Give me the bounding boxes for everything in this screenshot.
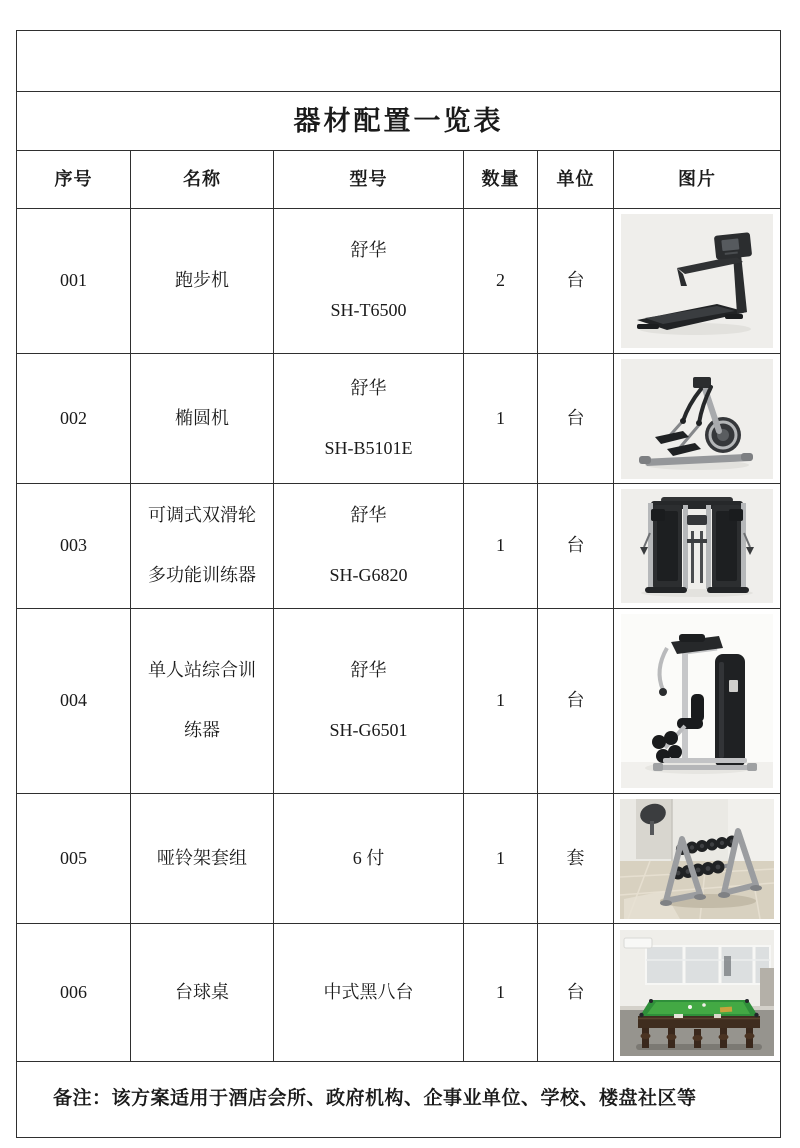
blank-top-row	[17, 31, 781, 92]
table-row	[17, 794, 781, 924]
cell-model	[274, 794, 464, 924]
cell-image	[614, 484, 781, 609]
cell-unit: 台	[538, 354, 614, 484]
column-header-serial: 序号	[17, 151, 131, 209]
model-line: 6 付	[352, 847, 385, 868]
elliptical-image	[621, 359, 773, 479]
model-line: 中式黑八台	[323, 981, 414, 1002]
column-header-name: 名称	[131, 151, 274, 209]
name-lines	[131, 505, 273, 586]
table-row	[17, 484, 781, 609]
column-header-qty: 数量	[464, 151, 538, 209]
column-header-unit: 单位	[538, 151, 614, 209]
model-lines	[274, 505, 463, 586]
name-lines	[131, 982, 273, 1004]
table-row	[17, 209, 781, 354]
cell-serial: 001	[17, 209, 131, 354]
table-row	[17, 354, 781, 484]
name-lines	[131, 848, 273, 870]
cell-unit: 台	[538, 484, 614, 609]
treadmill-image	[621, 214, 773, 348]
cell-image	[614, 609, 781, 794]
column-header-image: 图片	[614, 151, 781, 209]
blank-top-cell	[17, 31, 781, 92]
model-line: SH-G6820	[329, 565, 408, 585]
name-line: 椭圆机	[175, 407, 229, 428]
cell-model	[274, 209, 464, 354]
model-line: SH-T6500	[330, 300, 407, 320]
name-lines	[131, 660, 273, 741]
model-line: 舒华	[350, 505, 387, 526]
cell-name	[131, 609, 274, 794]
cell-name	[131, 209, 274, 354]
dumbbell-rack-image	[620, 799, 774, 919]
model-lines	[274, 240, 463, 321]
cell-image	[614, 209, 781, 354]
cell-name	[131, 794, 274, 924]
cell-model	[274, 484, 464, 609]
billiard-table-image	[620, 930, 774, 1056]
cell-unit: 台	[538, 924, 614, 1062]
name-line: 台球桌	[175, 981, 229, 1002]
model-lines	[274, 378, 463, 459]
model-line: SH-G6501	[329, 720, 408, 740]
model-line: 舒华	[350, 240, 387, 261]
cell-model	[274, 924, 464, 1062]
table-row	[17, 609, 781, 794]
cell-serial: 003	[17, 484, 131, 609]
column-header-row	[17, 151, 781, 209]
name-line: 跑步机	[175, 270, 229, 291]
note-row	[17, 1062, 781, 1138]
cell-serial: 005	[17, 794, 131, 924]
name-line: 练器	[184, 720, 220, 740]
name-line: 多功能训练器	[148, 565, 256, 585]
model-line: SH-B5101E	[324, 437, 413, 458]
cell-model	[274, 609, 464, 794]
cell-serial: 004	[17, 609, 131, 794]
title-row	[17, 92, 781, 151]
model-line: 舒华	[350, 660, 387, 681]
name-line: 哑铃架套组	[157, 847, 247, 868]
model-line: 舒华	[350, 377, 387, 398]
name-line: 可调式双滑轮	[148, 505, 256, 526]
table-row	[17, 924, 781, 1062]
multi-gym-image	[621, 614, 773, 788]
cell-image	[614, 794, 781, 924]
cell-image	[614, 354, 781, 484]
column-header-model: 型号	[274, 151, 464, 209]
cell-serial: 006	[17, 924, 131, 1062]
name-lines	[131, 270, 273, 292]
cell-name	[131, 354, 274, 484]
cell-unit: 套	[538, 794, 614, 924]
cell-quantity: 2	[464, 209, 538, 354]
name-lines	[131, 408, 273, 430]
cell-quantity: 1	[464, 484, 538, 609]
cell-name	[131, 484, 274, 609]
name-line: 单人站综合训	[148, 660, 256, 681]
cell-model	[274, 354, 464, 484]
cell-image	[614, 924, 781, 1062]
model-lines	[274, 982, 463, 1004]
equipment-table	[16, 30, 781, 1138]
cell-quantity: 1	[464, 354, 538, 484]
cell-name	[131, 924, 274, 1062]
model-lines	[274, 848, 463, 870]
model-lines	[274, 660, 463, 741]
cell-unit: 台	[538, 209, 614, 354]
note-text: 备注：该方案适用于酒店会所、政府机构、企事业单位、学校、楼盘社区等	[17, 1062, 781, 1138]
cell-serial: 002	[17, 354, 131, 484]
cell-quantity: 1	[464, 794, 538, 924]
table-title: 器材配置一览表	[17, 92, 781, 151]
cell-unit: 台	[538, 609, 614, 794]
cell-quantity: 1	[464, 609, 538, 794]
cell-quantity: 1	[464, 924, 538, 1062]
cable-trainer-image	[621, 489, 773, 603]
